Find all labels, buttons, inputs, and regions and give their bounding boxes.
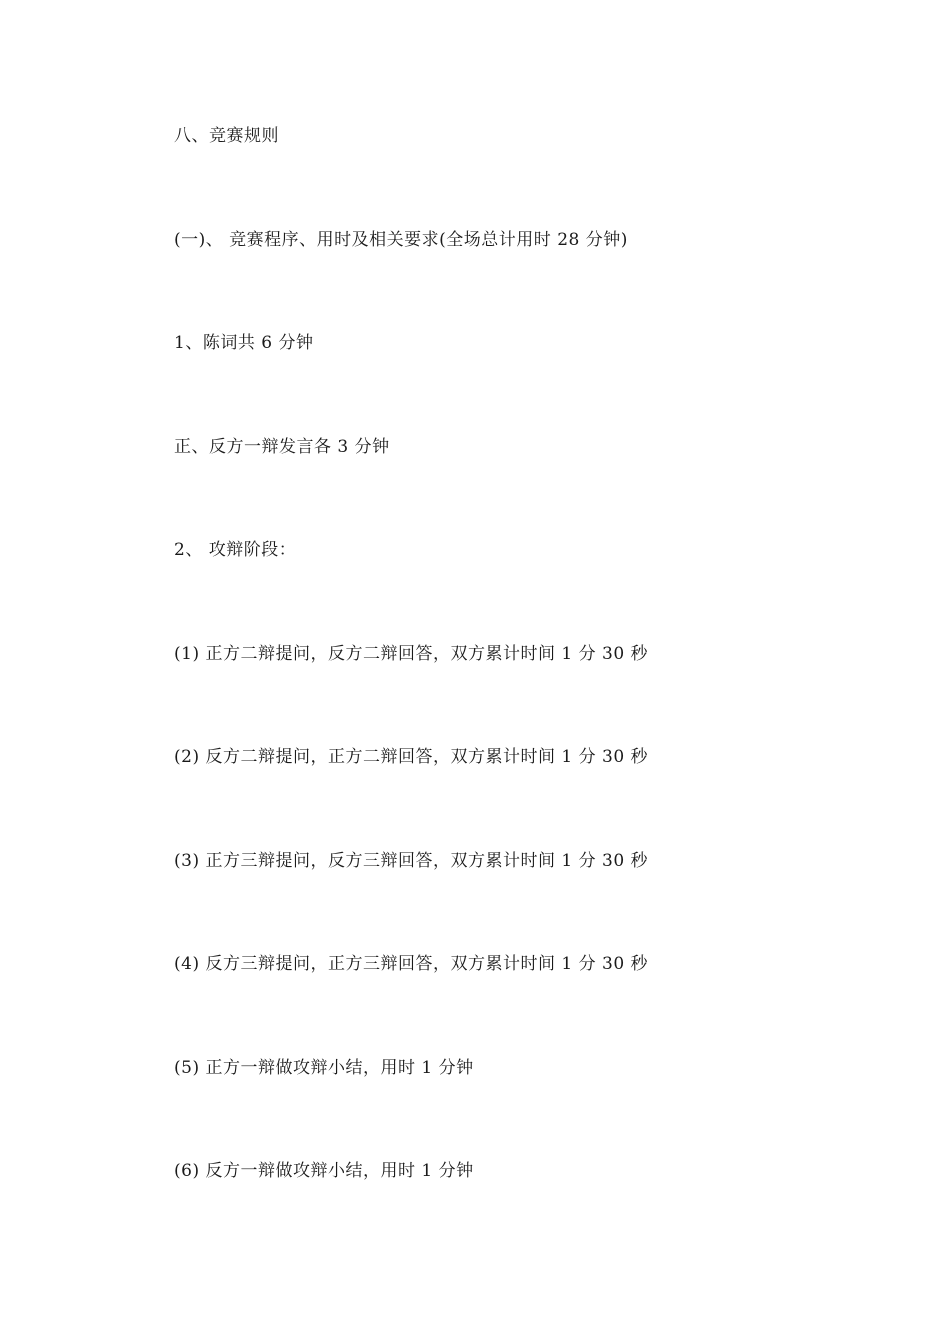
list-item: (2) 反方二辩提问，正方二辩回答，双方累计时间 1 分 30 秒	[174, 747, 649, 767]
list-item: (5) 正方一辩做攻辩小结，用时 1 分钟	[174, 1058, 474, 1078]
list-item: (3) 正方三辩提问，反方三辩回答，双方累计时间 1 分 30 秒	[174, 851, 649, 871]
subsection-heading: (一)、 竞赛程序、用时及相关要求(全场总计用时 28 分钟)	[174, 230, 628, 250]
paragraph-cross-exam-title: 2、 攻辩阶段：	[174, 540, 297, 560]
section-heading: 八、竞赛规则	[174, 126, 279, 146]
paragraph-opening-statement: 1、陈词共 6 分钟	[174, 333, 314, 353]
paragraph-opening-detail: 正、反方一辩发言各 3 分钟	[174, 437, 390, 457]
list-item: (6) 反方一辩做攻辩小结，用时 1 分钟	[174, 1161, 474, 1181]
list-item: (4) 反方三辩提问，正方三辩回答，双方累计时间 1 分 30 秒	[174, 954, 649, 974]
list-item: (1) 正方二辩提问，反方二辩回答，双方累计时间 1 分 30 秒	[174, 644, 649, 664]
